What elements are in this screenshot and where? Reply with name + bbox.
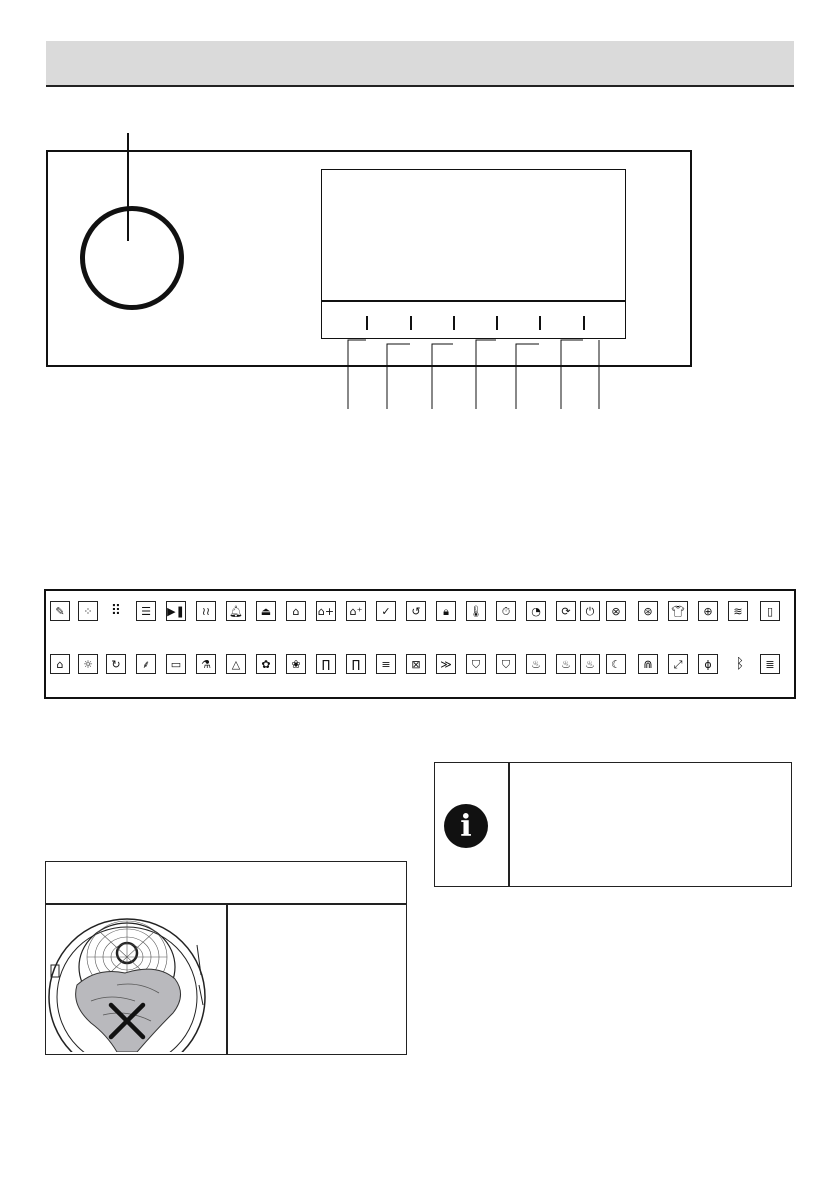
- dots-grid-icon: ⠿: [110, 603, 122, 619]
- no-tumble-icon: ⊗: [606, 601, 626, 621]
- hanger-plus-plus-icon: ⌂⁺: [346, 601, 366, 621]
- shirt-box-icon: ⊠: [406, 654, 426, 674]
- globe-icon: ⊕: [698, 601, 718, 621]
- hanger-plus-icon: ⌂+: [316, 601, 336, 621]
- moon-star-icon: ☾: [606, 654, 626, 674]
- jacket-icon: ⋒: [638, 654, 658, 674]
- stopwatch-icon: ⏱︎: [496, 601, 516, 621]
- heat-waves-icon: ≀≀: [196, 601, 216, 621]
- shield-plus-icon: ⛉: [466, 654, 486, 674]
- steam-plus-plus-icon: ♨: [580, 654, 600, 674]
- drum-drawing: [47, 905, 225, 1052]
- hanger-icon: ⌂: [286, 601, 306, 621]
- leader-3: [432, 344, 453, 409]
- screen-burst-icon: ⁘: [78, 601, 98, 621]
- info-note-divider: [508, 762, 510, 887]
- stacked-towels-icon: ≡: [376, 654, 396, 674]
- power-circle-icon: ⏻: [580, 601, 600, 621]
- list-icon: ☰: [136, 601, 156, 621]
- leader-2: [387, 344, 410, 409]
- hanger-house-icon: ⌂: [50, 654, 70, 674]
- leader-5: [516, 344, 539, 409]
- feather-icon: ⸙: [136, 654, 156, 674]
- jeans-icon: ∏: [316, 654, 336, 674]
- leader-1: [348, 340, 366, 409]
- wifi-icon: ≋: [728, 601, 748, 621]
- flask-leaf-icon: ⚗: [196, 654, 216, 674]
- eco-icon: ɸ: [698, 654, 718, 674]
- steam-plus-icon: ♨: [556, 654, 576, 674]
- bell-icon: 🔔︎: [226, 601, 246, 621]
- jeans-shirt-icon: ∏: [346, 654, 366, 674]
- phone-signal-icon: ▯: [760, 601, 780, 621]
- info-icon: i: [444, 804, 488, 848]
- bluetooth-icon: ᛒ: [735, 656, 745, 672]
- reverse-rotation-icon: ↺: [406, 601, 426, 621]
- callout-leaders: [0, 0, 840, 420]
- leader-6: [561, 340, 583, 409]
- fast-icon: ≫: [436, 654, 456, 674]
- thermometer-icon: 🌡︎: [466, 601, 486, 621]
- sun-drum-icon: ☼: [78, 654, 98, 674]
- dryer-drum-illustration: [47, 905, 225, 1052]
- drum-x-icon: ⊛: [638, 601, 658, 621]
- shirt-rotate-icon: ↻: [106, 654, 126, 674]
- rotate-timer-icon: ⟳: [556, 601, 576, 621]
- iron-icon: ⏏: [256, 601, 276, 621]
- cotton-icon: ❀: [286, 654, 306, 674]
- pencil-icon: ✎: [50, 601, 70, 621]
- expand-icon: ⤢: [668, 654, 688, 674]
- cotton-leaf-icon: ✿: [256, 654, 276, 674]
- warning-column-divider: [226, 903, 228, 1054]
- leader-4: [476, 340, 496, 409]
- hygiene-icon: ≣: [760, 654, 780, 674]
- shirt-icon: 👕︎: [668, 601, 688, 621]
- check-circle-icon: ✓: [376, 601, 396, 621]
- shield-clock-icon: ⛉: [496, 654, 516, 674]
- timer-icon: ◔: [526, 601, 546, 621]
- flask-icon: △: [226, 654, 246, 674]
- steam-icon: ♨: [526, 654, 546, 674]
- lock-icon: 🔒︎: [436, 601, 456, 621]
- towel-icon: ▭: [166, 654, 186, 674]
- play-pause-icon: ▶❚: [166, 601, 186, 621]
